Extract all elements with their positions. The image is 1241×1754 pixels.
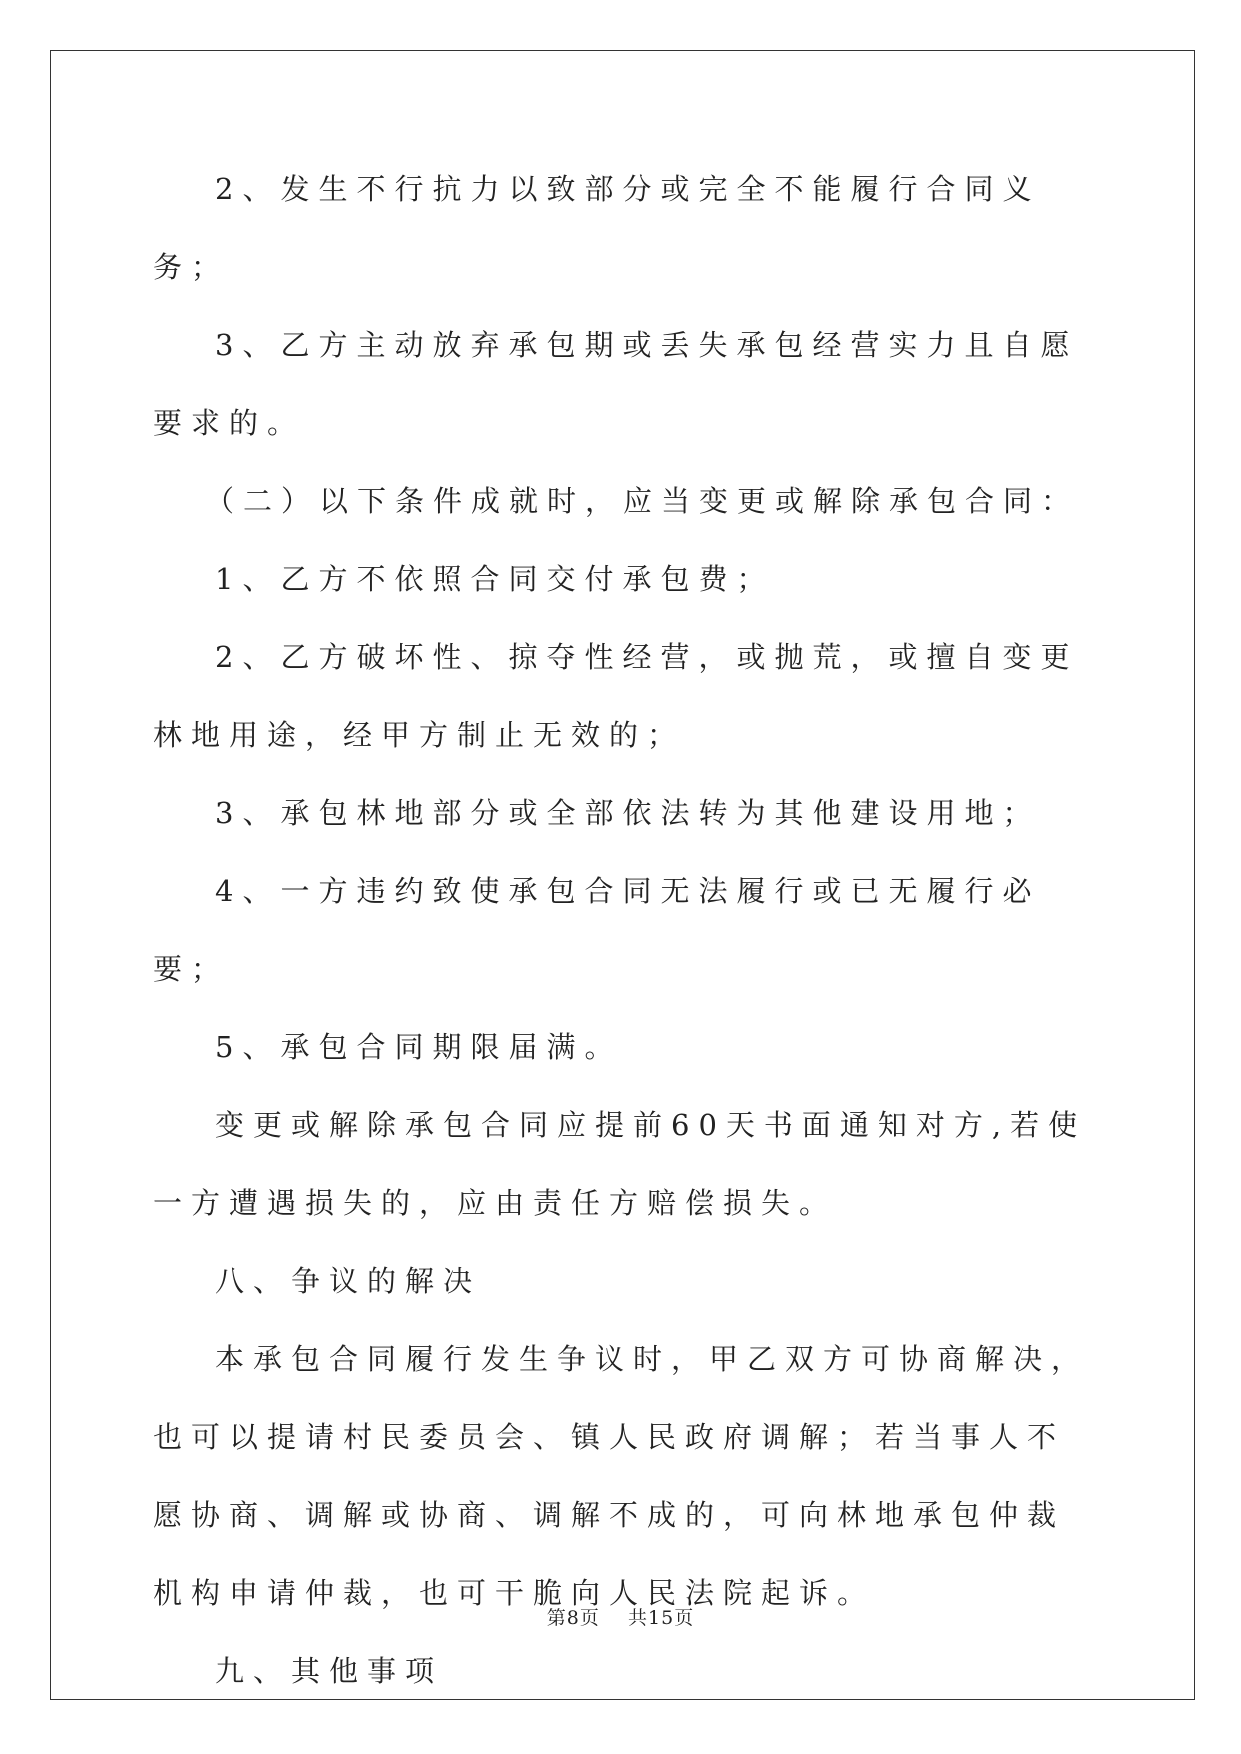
heading-other-matters: 九、其他事项 — [215, 1654, 444, 1688]
paragraph-condition-1: 1、乙方不依照合同交付承包费； — [215, 562, 775, 596]
paragraph-condition-2: 2、乙方破坏性、掠夺性经营，或抛荒，或擅自变更林地用途，经甲方制止无效的； — [153, 640, 1079, 752]
paragraph-notice: 变更或解除承包合同应提前60天书面通知对方,若使一方遭遇损失的，应由责任方赔偿损失。 — [153, 1108, 1087, 1220]
paragraph-clause-2: 2、发生不行抗力以致部分或完全不能履行合同义务； — [153, 172, 1041, 284]
paragraph-dispute-body: 本承包合同履行发生争议时，甲乙双方可协商解决，也可以提请村民委员会、镇人民政府调解；若当事人不愿协商、调解或协商、调解不成的，可向林地承包仲裁机构申请仲裁，也可干脆向人民法院起诉。 — [153, 1342, 1090, 1610]
document-body — [153, 150, 1093, 1710]
page-footer — [0, 1603, 1241, 1630]
paragraph-condition-4: 4、一方违约致使承包合同无法履行或已无履行必要； — [153, 874, 1041, 986]
paragraph-condition-3: 3、承包林地部分或全部依法转为其他建设用地； — [215, 796, 1041, 830]
footer-spacer — [600, 1607, 628, 1629]
paragraph-section-heading: （二）以下条件成就时，应当变更或解除承包合同： — [205, 484, 1080, 518]
paragraph-condition-5: 5、承包合同期限届满。 — [215, 1030, 623, 1064]
page-total: 共15页 — [628, 1607, 695, 1629]
heading-dispute-resolution: 八、争议的解决 — [215, 1264, 482, 1298]
paragraph-clause-3: 3、乙方主动放弃承包期或丢失承包经营实力且自愿要求的。 — [153, 328, 1079, 440]
page-number: 第8页 — [546, 1607, 600, 1629]
